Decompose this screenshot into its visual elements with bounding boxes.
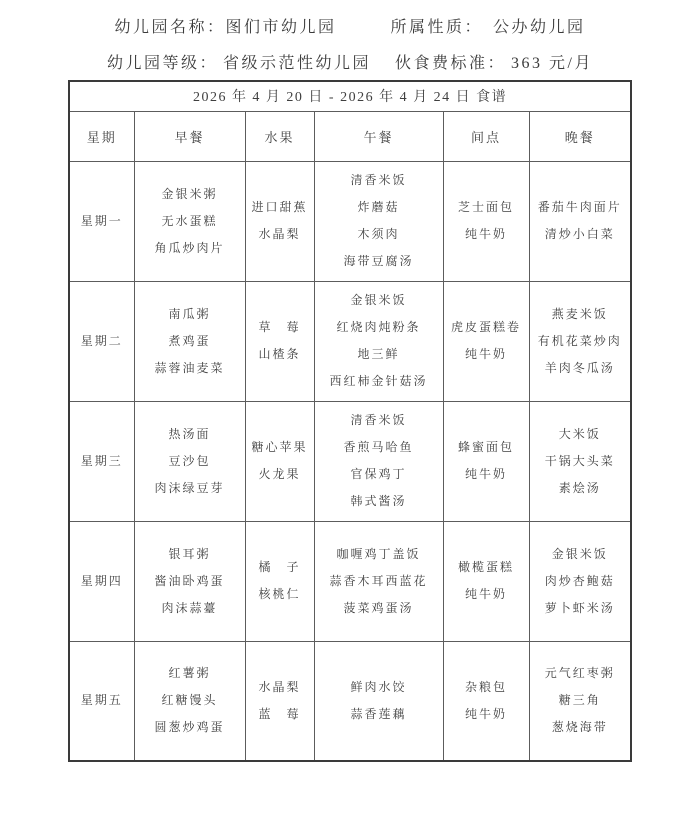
menu-item: 山楂条 — [258, 347, 301, 361]
menu-item: 纯牛奶 — [464, 706, 507, 721]
menu-item: 清香米饭 — [350, 173, 407, 187]
table-title: 2026 年 4 月 20 日 - 2026 年 4 月 24 日 食谱 — [69, 81, 631, 111]
menu-item: 咖喱鸡丁盖饭 — [336, 546, 421, 561]
menu-item: 纯牛奶 — [464, 347, 507, 361]
breakfast-cell — [134, 641, 245, 761]
menu-item: 清炒小白菜 — [544, 227, 615, 241]
menu-item: 南瓜粥 — [168, 306, 211, 321]
menu-item: 酱油卧鸡蛋 — [154, 573, 225, 588]
info-line-2 — [0, 50, 700, 73]
menu-item: 海带豆腐汤 — [343, 254, 414, 268]
menu-item: 干锅大头菜 — [544, 453, 615, 468]
menu-item: 纯牛奶 — [464, 467, 507, 481]
menu-item: 红烧肉炖粉条 — [336, 320, 421, 334]
menu-item: 火龙果 — [258, 467, 301, 481]
menu-item: 肉炒杏鲍菇 — [544, 573, 615, 588]
menu-item: 糖三角 — [558, 693, 601, 708]
day-cell — [69, 401, 134, 521]
menu-item: 素烩汤 — [558, 480, 601, 495]
menu-item: 角瓜炒肉片 — [154, 240, 225, 255]
menu-item: 金银米饭 — [551, 546, 608, 561]
menu-item: 纯牛奶 — [464, 227, 507, 241]
menu-item: 羊肉冬瓜汤 — [544, 360, 615, 375]
lunch-cell — [314, 521, 443, 641]
day-label: 星期四 — [80, 573, 123, 588]
day-label: 星期五 — [80, 693, 123, 708]
grade-value: 省级示范性幼儿园 — [223, 55, 372, 72]
menu-item: 红糖馒头 — [161, 693, 218, 708]
fruit-cell — [245, 521, 314, 641]
dinner-cell — [529, 641, 631, 761]
column-header-dinner: 晚餐 — [529, 111, 631, 161]
info-line-1 — [0, 14, 700, 37]
menu-item: 木须肉 — [357, 227, 400, 241]
menu-item: 杂粮包 — [464, 679, 507, 694]
day-cell — [69, 521, 134, 641]
fruit-cell — [245, 401, 314, 521]
menu-item: 肉沫绿豆芽 — [154, 480, 225, 495]
grade-group — [107, 50, 371, 73]
menu-item: 葱烧海带 — [551, 720, 608, 735]
fruit-cell — [245, 281, 314, 401]
menu-item: 元气红枣粥 — [544, 666, 615, 681]
menu-item: 蓝 莓 — [258, 706, 301, 721]
lunch-cell — [314, 281, 443, 401]
menu-item: 菠菜鸡蛋汤 — [343, 600, 414, 615]
day-cell — [69, 161, 134, 281]
menu-row-monday — [69, 161, 631, 281]
doc-header — [0, 14, 700, 73]
menu-item: 芝士面包 — [457, 200, 514, 214]
breakfast-cell — [134, 281, 245, 401]
menu-item: 清香米饭 — [350, 413, 407, 427]
menu-item: 萝卜虾米汤 — [544, 600, 615, 615]
menu-item: 韩式酱汤 — [350, 494, 407, 508]
kindergarten-name-value: 图们市幼儿园 — [225, 19, 337, 36]
menu-item: 番茄牛肉面片 — [537, 200, 622, 214]
dinner-cell — [529, 161, 631, 281]
menu-item: 蒜香木耳西蓝花 — [329, 573, 428, 588]
fruit-cell — [245, 641, 314, 761]
meal-fee-label: 伙食费标准： — [395, 55, 507, 72]
column-header-snack: 间点 — [443, 111, 529, 161]
menu-item: 热汤面 — [168, 426, 211, 441]
menu-item: 橘 子 — [258, 560, 301, 574]
menu-item: 红薯粥 — [168, 666, 211, 681]
menu-item: 地三鲜 — [357, 347, 400, 361]
menu-item: 大米饭 — [558, 426, 601, 441]
column-header-fruit: 水果 — [245, 111, 314, 161]
day-label: 星期一 — [80, 213, 123, 228]
menu-item: 银耳粥 — [168, 546, 211, 561]
column-header-breakfast: 早餐 — [134, 111, 245, 161]
column-header-lunch: 午餐 — [314, 111, 443, 161]
menu-item: 肉沫蒜薹 — [161, 600, 218, 615]
menu-item: 官保鸡丁 — [350, 467, 407, 481]
menu-row-wednesday — [69, 401, 631, 521]
menu-item: 西红柿金针菇汤 — [329, 374, 428, 388]
breakfast-cell — [134, 161, 245, 281]
dinner-cell — [529, 521, 631, 641]
grade-label: 幼儿园等级： — [107, 55, 219, 72]
snack-cell — [443, 281, 529, 401]
breakfast-cell — [134, 401, 245, 521]
menu-item: 橄榄蛋糕 — [457, 560, 514, 574]
day-cell — [69, 281, 134, 401]
table-title-row — [69, 81, 631, 111]
menu-item: 水晶梨 — [258, 679, 301, 694]
menu-item: 蜂蜜面包 — [457, 440, 514, 454]
menu-item: 鲜肉水饺 — [350, 679, 407, 694]
day-label: 星期三 — [80, 453, 123, 468]
menu-item: 糖心苹果 — [251, 440, 308, 454]
dinner-cell — [529, 281, 631, 401]
dinner-cell — [529, 401, 631, 521]
menu-row-tuesday — [69, 281, 631, 401]
lunch-cell — [314, 401, 443, 521]
lunch-cell — [314, 161, 443, 281]
snack-cell — [443, 521, 529, 641]
menu-item: 蒜香莲藕 — [350, 706, 407, 721]
menu-item: 金银米粥 — [161, 186, 218, 201]
menu-item: 纯牛奶 — [464, 587, 507, 601]
menu-item: 虎皮蛋糕卷 — [450, 320, 521, 334]
lunch-cell — [314, 641, 443, 761]
menu-item: 豆沙包 — [168, 453, 211, 468]
snack-cell — [443, 401, 529, 521]
ownership-value: 公办幼儿园 — [493, 19, 586, 36]
ownership-group — [391, 14, 586, 37]
meal-fee-group — [395, 50, 593, 73]
kindergarten-name-group — [114, 14, 336, 37]
meal-fee-value: 363 元/月 — [511, 55, 593, 72]
day-cell — [69, 641, 134, 761]
menu-item: 蒜蓉油麦菜 — [154, 360, 225, 375]
menu-item: 水晶梨 — [258, 227, 301, 241]
column-header-row — [69, 111, 631, 161]
day-label: 星期二 — [80, 333, 123, 348]
menu-row-thursday — [69, 521, 631, 641]
menu-item: 炸蘑菇 — [357, 200, 400, 214]
menu-item: 金银米饭 — [350, 293, 407, 307]
fruit-cell — [245, 161, 314, 281]
breakfast-cell — [134, 521, 245, 641]
menu-item: 草 莓 — [258, 320, 301, 334]
menu-item: 进口甜蕉 — [251, 200, 308, 214]
menu-item: 有机花菜炒肉 — [537, 333, 622, 348]
menu-row-friday — [69, 641, 631, 761]
snack-cell — [443, 161, 529, 281]
menu-item: 燕麦米饭 — [551, 306, 608, 321]
menu-item: 香煎马哈鱼 — [343, 440, 414, 454]
ownership-label: 所属性质： — [390, 19, 484, 36]
kindergarten-name-label: 幼儿园名称： — [114, 19, 226, 36]
menu-item: 煮鸡蛋 — [168, 333, 211, 348]
menu-item: 圆葱炒鸡蛋 — [154, 720, 225, 735]
snack-cell — [443, 641, 529, 761]
column-header-day: 星期 — [69, 111, 134, 161]
menu-item: 核桃仁 — [258, 587, 301, 601]
menu-item: 无水蛋糕 — [161, 213, 218, 228]
menu-table — [68, 80, 632, 762]
